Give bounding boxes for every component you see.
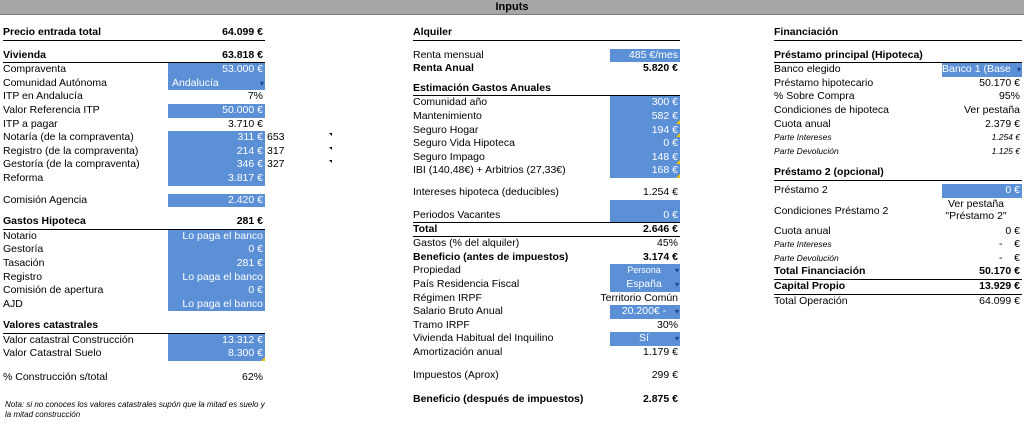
comision-row <box>3 194 265 208</box>
beneficio-despues-value: 2.875 € <box>642 393 678 406</box>
seguro-impago-row <box>413 151 680 165</box>
seguro-impago-label: Seguro Impago <box>413 150 485 163</box>
comment-marker-icon <box>329 147 332 150</box>
precio-entrada-row <box>3 26 265 41</box>
itp-pagar-row <box>3 118 265 132</box>
total-fin-label: Total Financiación <box>774 265 866 278</box>
gestoria-row <box>3 243 265 257</box>
pct-construccion-row <box>3 371 265 385</box>
ajd-label: AJD <box>3 297 23 310</box>
right-column <box>774 26 1022 308</box>
compraventa-input[interactable]: 53.000 € <box>168 63 265 77</box>
notario-label: Notario <box>3 229 37 242</box>
prestamo-hip-label: Préstamo hipotecario <box>774 76 874 89</box>
gestoria-cv-extra: 327 <box>267 158 285 171</box>
registro-input[interactable]: Lo paga el banco <box>168 271 265 285</box>
valores-catastrales-label: Valores catastrales <box>3 319 99 332</box>
comment-marker-icon <box>329 160 332 163</box>
vivienda-row <box>3 49 265 64</box>
cuota2-row <box>774 225 1022 239</box>
prestamo2-header-label: Préstamo 2 (opcional) <box>774 166 884 179</box>
middle-column <box>413 26 680 407</box>
vc-suelo-input[interactable]: 8.300 € <box>168 347 265 361</box>
compraventa-row <box>3 63 265 77</box>
capital-row <box>774 280 1022 295</box>
banco-select[interactable]: Banco 1 (Base ▾ <box>942 63 1022 77</box>
propiedad-label: Propiedad <box>413 264 461 277</box>
alquiler-label: Alquiler <box>413 26 453 38</box>
vc-construccion-input[interactable]: 13.312 € <box>168 334 265 348</box>
gestoria-cv-label: Gestoría (de la compraventa) <box>3 158 140 171</box>
gastos-hipoteca-value: 281 € <box>236 215 263 228</box>
parte-dev2-label: Parte Devolución <box>774 252 839 263</box>
estimacion-label: Estimación Gastos Anuales <box>413 81 551 94</box>
valores-catastrales-row <box>3 319 265 334</box>
comision-input[interactable]: 2.420 € <box>168 194 265 208</box>
itp-pagar-value: 3.710 € <box>227 117 263 130</box>
capital-label: Capital Propio <box>774 279 846 292</box>
impuestos-row <box>413 369 680 383</box>
intereses-value: 1.254 € <box>642 185 678 198</box>
impuestos-value: 299 € <box>651 369 678 382</box>
cond2-value-line2: "Préstamo 2" <box>945 209 1007 222</box>
prestamo-hip-value: 50.170 € <box>979 76 1020 89</box>
financiacion-header <box>774 26 1022 41</box>
condiciones-label: Condiciones de hipoteca <box>774 103 889 116</box>
gestoria-cv-row <box>3 158 285 172</box>
registro-row <box>3 271 265 285</box>
gastos-hipoteca-row <box>3 215 265 230</box>
notaria-label: Notaría (de la compraventa) <box>3 131 134 144</box>
parte-int-label: Parte Intereses <box>774 132 832 143</box>
valor-ref-itp-row <box>3 104 265 118</box>
parte-int2-value: - € <box>998 238 1020 251</box>
estimacion-header <box>413 82 680 97</box>
notaria-input[interactable]: 311 € <box>168 131 265 145</box>
seguro-vida-row <box>413 137 680 151</box>
prestamo-principal-label: Préstamo principal (Hipoteca) <box>774 48 923 61</box>
cuota-label: Cuota anual <box>774 117 831 130</box>
ibi-label: IBI (140,48€) + Arbitrios (27,33€) <box>413 164 566 177</box>
ajd-row <box>3 298 265 312</box>
cond2-label: Condiciones Préstamo 2 <box>774 204 889 217</box>
comision-apertura-label: Comisión de apertura <box>3 284 104 297</box>
seguro-vida-label: Seguro Vida Hipoteca <box>413 137 515 150</box>
gastos-pct-label: Gastos (% del alquiler) <box>413 237 520 250</box>
total-op-row <box>774 295 1022 309</box>
parte-dev-label: Parte Devolución <box>774 145 839 156</box>
sobre-compra-row <box>774 90 1022 104</box>
vivienda-habitual-select[interactable]: Sí ▾ <box>610 332 680 346</box>
renta-anual-value: 5.820 € <box>642 62 678 75</box>
notaria-row <box>3 131 285 145</box>
total-value: 2.646 € <box>642 222 678 235</box>
capital-value: 13.929 € <box>979 279 1020 292</box>
condiciones-row <box>774 104 1022 118</box>
banco-row <box>774 63 1022 77</box>
banco-label: Banco elegido <box>774 63 841 76</box>
salario-label: Salario Bruto Anual <box>413 305 503 318</box>
sobre-compra-label: % Sobre Compra <box>774 90 855 103</box>
tasacion-input[interactable]: 281 € <box>168 257 265 271</box>
prestamo2-header <box>774 166 1022 181</box>
beneficio-antes-row <box>413 251 680 265</box>
renta-anual-row <box>413 62 680 76</box>
cuota-value: 2.379 € <box>984 117 1020 130</box>
renta-mensual-label: Renta mensual <box>413 48 484 61</box>
seguro-impago-input[interactable]: 148 € <box>610 151 680 165</box>
ibi-input[interactable]: 168 € <box>610 164 680 178</box>
itp-pagar-label: ITP a pagar <box>3 117 58 130</box>
precio-entrada-value: 64.099 € <box>222 26 263 38</box>
comunidad-autonoma-row <box>3 77 265 91</box>
registro-cv-extra: 317 <box>267 144 285 157</box>
parte-dev2-row <box>774 252 1022 266</box>
tramo-row <box>413 319 680 333</box>
pais-row <box>413 278 680 292</box>
parte-dev2-value: - € <box>998 251 1020 264</box>
parte-int2-label: Parte Intereses <box>774 239 832 250</box>
comment-marker-icon <box>329 133 332 136</box>
beneficio-antes-value: 3.174 € <box>642 250 678 263</box>
regimen-row <box>413 292 680 306</box>
total-row <box>413 222 680 238</box>
comision-label: Comisión Agencia <box>3 193 88 206</box>
beneficio-despues-label: Beneficio (después de impuestos) <box>413 393 584 406</box>
comunidad-autonoma-select[interactable]: Andalucía ▾ <box>168 77 265 91</box>
compraventa-label: Compraventa <box>3 63 67 76</box>
propiedad-row <box>413 264 680 278</box>
regimen-label: Régimen IRPF <box>413 291 482 304</box>
condiciones-value: Ver pestaña <box>963 103 1020 116</box>
comision-apertura-row <box>3 284 265 298</box>
notario-input[interactable]: Lo paga el banco <box>168 230 265 244</box>
salario-select[interactable]: 20.200€ - ▾ <box>610 305 680 319</box>
renta-mensual-input[interactable]: 485 €/mes <box>610 49 680 63</box>
mantenimiento-input[interactable]: 582 € <box>610 110 680 124</box>
vivienda-value: 63.818 € <box>222 48 263 61</box>
reforma-input[interactable]: 3.817 € <box>168 172 265 186</box>
vc-suelo-label: Valor Catastral Suelo <box>3 347 102 360</box>
comunidad-label: Comunidad año <box>413 96 488 109</box>
seguro-vida-input[interactable]: 0 € <box>610 137 680 151</box>
cuota2-label: Cuota anual <box>774 224 831 237</box>
valor-ref-itp-input[interactable]: 50.000 € <box>168 104 265 118</box>
renta-mensual-row <box>413 49 680 63</box>
pct-construccion-label: % Construcción s/total <box>3 371 108 384</box>
cond2-row <box>774 198 1022 225</box>
propiedad-select[interactable]: Persona ▾ <box>610 264 680 278</box>
amortizacion-row <box>413 346 680 360</box>
left-column <box>3 26 285 419</box>
prestamo2-row <box>774 184 1022 198</box>
vc-suelo-row <box>3 347 265 361</box>
total-fin-value: 50.170 € <box>979 265 1020 278</box>
prestamo2-input[interactable]: 0 € <box>942 184 1022 198</box>
tramo-label: Tramo IRPF <box>413 318 470 331</box>
mantenimiento-label: Mantenimiento <box>413 109 482 122</box>
salario-row <box>413 305 680 319</box>
notaria-extra: 653 <box>267 131 285 144</box>
comision-apertura-input[interactable]: 0 € <box>168 284 265 298</box>
cuota2-value: 0 € <box>1005 224 1020 237</box>
beneficio-despues-row <box>413 393 680 407</box>
pais-select[interactable]: España ▾ <box>610 278 680 292</box>
total-fin-row <box>774 265 1022 280</box>
vivienda-label: Vivienda <box>3 48 46 61</box>
parte-dev-value: 1.125 € <box>991 145 1020 156</box>
periodos-vacantes-input[interactable]: 0 € <box>610 200 680 222</box>
total-op-label: Total Operación <box>774 294 848 307</box>
tasacion-label: Tasación <box>3 256 45 269</box>
reforma-label: Reforma <box>3 171 44 184</box>
regimen-value: Territorio Común <box>600 291 678 304</box>
parte-int-row <box>774 131 1022 145</box>
periodos-vacantes-label: Periodos Vacantes <box>413 208 501 221</box>
comunidad-input[interactable]: 300 € <box>610 96 680 110</box>
precio-entrada-label: Precio entrada total <box>3 26 102 38</box>
cond2-value-line1: Ver pestaña <box>947 197 1005 210</box>
seguro-hogar-row <box>413 124 680 138</box>
gestoria-label: Gestoría <box>3 243 44 256</box>
tasacion-row <box>3 257 265 271</box>
prestamo-hip-row <box>774 77 1022 91</box>
ibi-row <box>413 164 680 178</box>
amortizacion-value: 1.179 € <box>642 345 678 358</box>
valor-ref-itp-label: Valor Referencia ITP <box>3 103 100 116</box>
parte-int-value: 1.254 € <box>991 132 1020 143</box>
reforma-row <box>3 172 265 186</box>
seguro-hogar-input[interactable]: 194 € <box>610 124 680 138</box>
prestamo-principal-header <box>774 49 1022 64</box>
registro-cv-label: Registro (de la compraventa) <box>3 144 139 157</box>
itp-andalucia-label: ITP en Andalucía <box>3 90 83 103</box>
prestamo2-label: Préstamo 2 <box>774 183 828 196</box>
comunidad-row <box>413 96 680 110</box>
registro-cv-row <box>3 144 285 159</box>
vc-construccion-row <box>3 334 265 348</box>
sobre-compra-value: 95% <box>998 90 1020 103</box>
amortizacion-label: Amortización anual <box>413 345 503 358</box>
parte-int2-row <box>774 238 1022 252</box>
impuestos-label: Impuestos (Aprox) <box>413 369 499 382</box>
gestoria-cv-input[interactable]: 346 € <box>168 158 265 172</box>
periodos-vacantes-row <box>413 200 680 222</box>
seguro-hogar-label: Seguro Hogar <box>413 123 479 136</box>
mantenimiento-row <box>413 110 680 124</box>
gastos-pct-row <box>413 237 680 251</box>
parte-dev-row <box>774 145 1022 159</box>
ajd-input[interactable]: Lo paga el banco <box>168 298 265 312</box>
pais-label: País Residencia Fiscal <box>413 277 520 290</box>
sheet-title: Inputs <box>0 0 1024 15</box>
gastos-pct-value: 45% <box>656 237 678 250</box>
itp-andalucia-row <box>3 90 265 104</box>
total-op-value: 64.099 € <box>979 294 1020 307</box>
financiacion-label: Financiación <box>774 26 839 38</box>
total-label: Total <box>413 222 438 235</box>
tramo-value: 30% <box>656 318 678 331</box>
registro-cv-input[interactable]: 214 € <box>168 145 265 159</box>
pct-construccion-value: 62% <box>241 371 263 384</box>
cuota-row <box>774 118 1022 132</box>
vivienda-habitual-label: Vivienda Habitual del Inquilino <box>413 332 554 345</box>
beneficio-antes-label: Beneficio (antes de impuestos) <box>413 250 569 263</box>
registro-label: Registro <box>3 270 43 283</box>
intereses-row <box>413 186 680 200</box>
vivienda-habitual-row <box>413 332 680 346</box>
alquiler-header <box>413 26 680 41</box>
notario-row <box>3 230 265 244</box>
renta-anual-label: Renta Anual <box>413 62 474 75</box>
intereses-label: Intereses hipoteca (deducibles) <box>413 185 559 198</box>
itp-andalucia-value: 7% <box>247 90 263 103</box>
gestoria-input[interactable]: 0 € <box>168 243 265 257</box>
comunidad-autonoma-label: Comunidad Autónoma <box>3 76 107 89</box>
gastos-hipoteca-label: Gastos Hipoteca <box>3 215 86 228</box>
catastral-note: Nota: si no conoces los valores catastrales supón que la mitad es suelo y la mitad construcción <box>5 400 265 419</box>
vc-construccion-label: Valor catastral Construcción <box>3 333 134 346</box>
